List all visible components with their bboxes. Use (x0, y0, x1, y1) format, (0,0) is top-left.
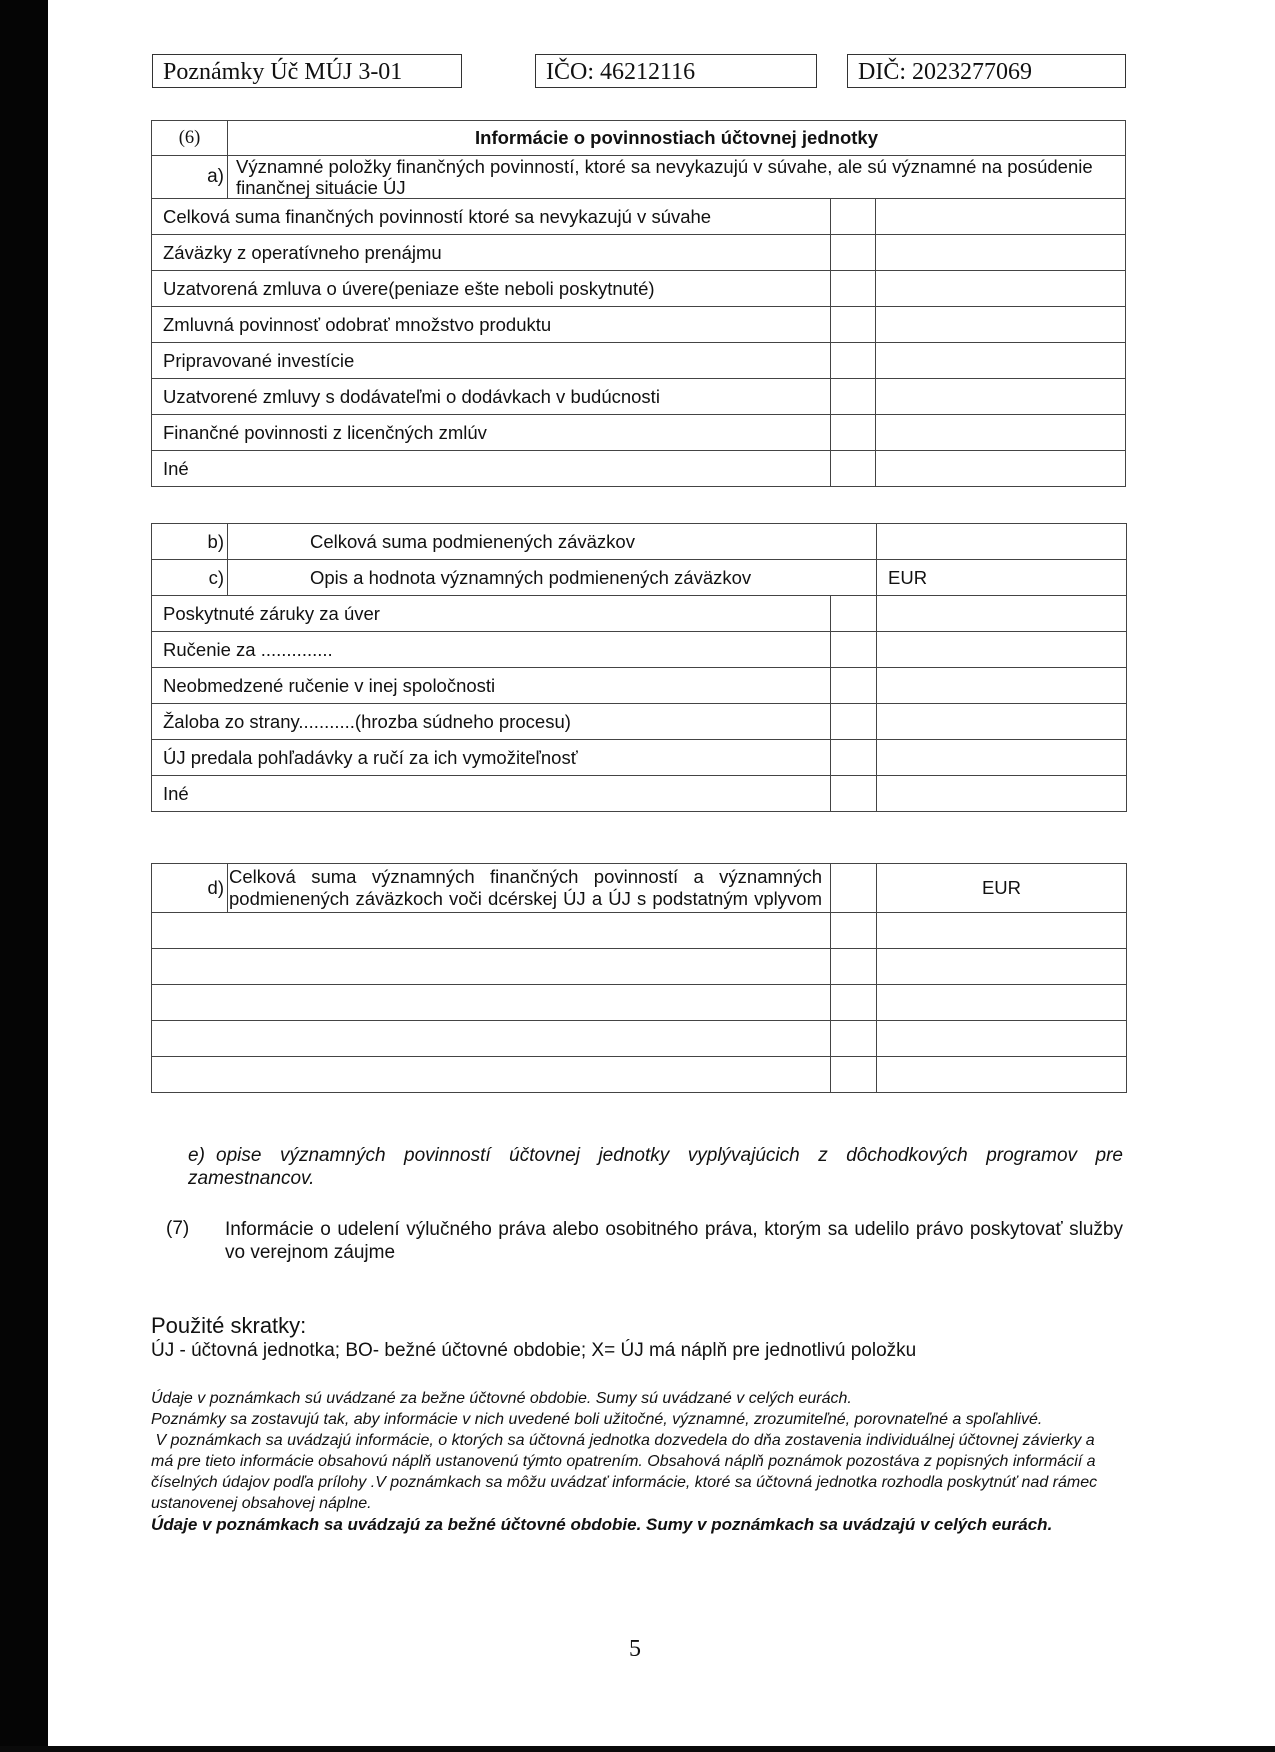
currency-label: EUR (877, 560, 1127, 596)
mark-cell[interactable] (831, 740, 877, 776)
subsection-c-text: Opis a hodnota významných podmienených záväzkov (228, 560, 877, 596)
mark-cell[interactable] (831, 271, 876, 307)
value-cell[interactable] (877, 704, 1127, 740)
subsection-a-row (152, 156, 1126, 199)
mark-cell[interactable] (831, 913, 877, 949)
value-cell[interactable] (877, 776, 1127, 812)
table-row (152, 776, 1127, 812)
contingent-liabilities-table (151, 523, 1127, 812)
table-row (152, 632, 1127, 668)
value-cell[interactable] (876, 451, 1126, 487)
mark-cell[interactable] (831, 632, 877, 668)
table-row (152, 1057, 1127, 1093)
subsection-letter: a) (152, 156, 228, 199)
mark-cell[interactable] (831, 1021, 877, 1057)
mark-cell[interactable] (831, 379, 876, 415)
table-row (152, 307, 1126, 343)
subsection-a-text: Významné položky finančných povinností, ktoré sa nevykazujú v súvahe, ale sú významné na posúdenie finančnej situácie ÚJ (228, 156, 1126, 199)
note-paragraph: Údaje v poznámkach sú uvádzané za bežne účtovné obdobie. Sumy sú uvádzané v celých eurách. (151, 1390, 852, 1407)
section7-number: (7) (166, 1218, 190, 1239)
mark-cell[interactable] (831, 776, 877, 812)
page-number: 5 (629, 1636, 641, 1662)
table-row (152, 343, 1126, 379)
table-row (152, 668, 1127, 704)
table-row (152, 704, 1127, 740)
value-cell[interactable] (876, 271, 1126, 307)
notes-block (151, 1388, 1111, 1535)
table-row (152, 596, 1127, 632)
value-cell[interactable] (876, 199, 1126, 235)
note-paragraph: V poznámkach sa uvádzajú informácie, o ktorých sa účtovná jednotka dozvedela do dňa zostavenia individuálnej účtovnej závierky a má pre tieto informácie obsahovú náplň ustanovenú týmto opatrením. Obsahová náplň poznámok pozostáva z popisných informácií a číselných údajov podľa prílohy .V poznámkach sa môžu uvádzať informácie, ktoré sa účtovná jednotka rozhodla poskytnúť nad rámec ustanovenej obsahovej náplne. (151, 1432, 1102, 1512)
value-cell[interactable] (876, 379, 1126, 415)
row-label: Uzatvorené zmluvy s dodávateľmi o dodávkach v budúcnosti (152, 379, 831, 415)
abbreviations-text: ÚJ - účtovná jednotka; BO- bežné účtovné obdobie; X= ÚJ má náplň pre jednotlivú položku (151, 1340, 917, 1361)
mark-cell[interactable] (831, 668, 877, 704)
subsection-letter: c) (152, 560, 228, 596)
value-cell[interactable] (877, 1021, 1127, 1057)
subsection-c-row (152, 560, 1127, 596)
value-cell[interactable] (877, 985, 1127, 1021)
subsection-e-text: opise významných povinností účtovnej jednotky vyplývajúcich z dôchodkových programov pre zamestnancov. (188, 1145, 1123, 1189)
mark-cell[interactable] (831, 985, 877, 1021)
mark-cell[interactable] (831, 451, 876, 487)
value-cell[interactable] (876, 343, 1126, 379)
row-label: Finančné povinnosti z licenčných zmlúv (152, 415, 831, 451)
subsection-e-paragraph (188, 1144, 1123, 1190)
table-row (152, 451, 1126, 487)
value-cell[interactable] (877, 949, 1127, 985)
table-row (152, 199, 1126, 235)
subsidiary-obligations-table (151, 863, 1127, 1093)
subsection-b-row (152, 524, 1127, 560)
dic-box: DIČ: 2023277069 (847, 54, 1126, 88)
value-cell[interactable] (877, 632, 1127, 668)
obligations-table (151, 120, 1126, 487)
row-label: Žaloba zo strany...........(hrozba súdneho procesu) (152, 704, 831, 740)
row-label: Záväzky z operatívneho prenájmu (152, 235, 831, 271)
value-cell[interactable] (877, 1057, 1127, 1093)
value-cell[interactable] (876, 235, 1126, 271)
note-paragraph-bold: Údaje v poznámkach sa uvádzajú za bežné účtovné obdobie. Sumy v poznámkach sa uvádzajú v celých eurách. (151, 1515, 1053, 1534)
currency-label: EUR (877, 864, 1127, 913)
row-label: Celková suma finančných povinností ktoré sa nevykazujú v súvahe (152, 199, 831, 235)
row-label: Zmluvná povinnosť odobrať množstvo produktu (152, 307, 831, 343)
value-cell[interactable] (877, 668, 1127, 704)
row-label (152, 949, 831, 985)
mark-cell[interactable] (831, 235, 876, 271)
subsection-letter: b) (152, 524, 228, 560)
row-label: Ručenie za .............. (152, 632, 831, 668)
mark-cell[interactable] (831, 343, 876, 379)
row-label (152, 1057, 831, 1093)
mark-cell[interactable] (831, 415, 876, 451)
section-number: (6) (152, 121, 228, 156)
subsection-b-text: Celková suma podmienených záväzkov (228, 524, 877, 560)
row-label: Uzatvorená zmluva o úvere(peniaze ešte neboli poskytnuté) (152, 271, 831, 307)
scan-border-bottom (0, 1746, 1275, 1752)
ico-box: IČO: 46212116 (535, 54, 817, 88)
table-row (152, 949, 1127, 985)
row-label: ÚJ predala pohľadávky a ručí za ich vymožiteľnosť (152, 740, 831, 776)
mark-cell[interactable] (831, 307, 876, 343)
mark-cell[interactable] (831, 949, 877, 985)
section7-text: Informácie o udelení výlučného práva alebo osobitného práva, ktorým sa udelilo právo poskytovať služby vo verejnom záujme (225, 1219, 1123, 1263)
abbreviations-title: Použité skratky: (151, 1313, 307, 1338)
table-row (152, 235, 1126, 271)
note-paragraph: Poznámky sa zostavujú tak, aby informácie v nich uvedené boli užitočné, významné, zrozumiteľné, porovnateľné a spoľahlivé. (151, 1411, 1043, 1428)
row-label: Pripravované investície (152, 343, 831, 379)
mark-cell[interactable] (831, 704, 877, 740)
row-label: Iné (152, 451, 831, 487)
subsection-d-text: Celková suma významných finančných povinností a významných podmienených záväzkoch voči dcérskej ÚJ a ÚJ s podstatným vplyvom (228, 864, 831, 913)
section-header-row (152, 121, 1126, 156)
scan-border-left (0, 0, 48, 1752)
value-cell[interactable] (877, 596, 1127, 632)
table-row (152, 271, 1126, 307)
row-label: Iné (152, 776, 831, 812)
table-row (152, 985, 1127, 1021)
mark-cell[interactable] (831, 1057, 877, 1093)
row-label: Poskytnuté záruky za úver (152, 596, 831, 632)
form-label-box: Poznámky Úč MÚJ 3-01 (152, 54, 462, 88)
value-cell[interactable] (877, 524, 1127, 560)
table-row (152, 913, 1127, 949)
value-cell[interactable] (877, 740, 1127, 776)
table-row (152, 740, 1127, 776)
subsection-d-row (152, 864, 1127, 913)
value-cell[interactable] (876, 307, 1126, 343)
table-row (152, 379, 1126, 415)
mark-cell[interactable] (831, 596, 877, 632)
section-title: Informácie o povinnostiach účtovnej jednotky (228, 121, 1126, 156)
subsection-letter: d) (152, 864, 228, 913)
row-label (152, 913, 831, 949)
mark-cell[interactable] (831, 199, 876, 235)
subsection-letter: e) (188, 1145, 205, 1166)
table-row (152, 1021, 1127, 1057)
value-cell[interactable] (877, 913, 1127, 949)
row-label (152, 985, 831, 1021)
value-cell[interactable] (876, 415, 1126, 451)
mark-cell (831, 864, 877, 913)
row-label: Neobmedzené ručenie v inej spoločnosti (152, 668, 831, 704)
row-label (152, 1021, 831, 1057)
table-row (152, 415, 1126, 451)
